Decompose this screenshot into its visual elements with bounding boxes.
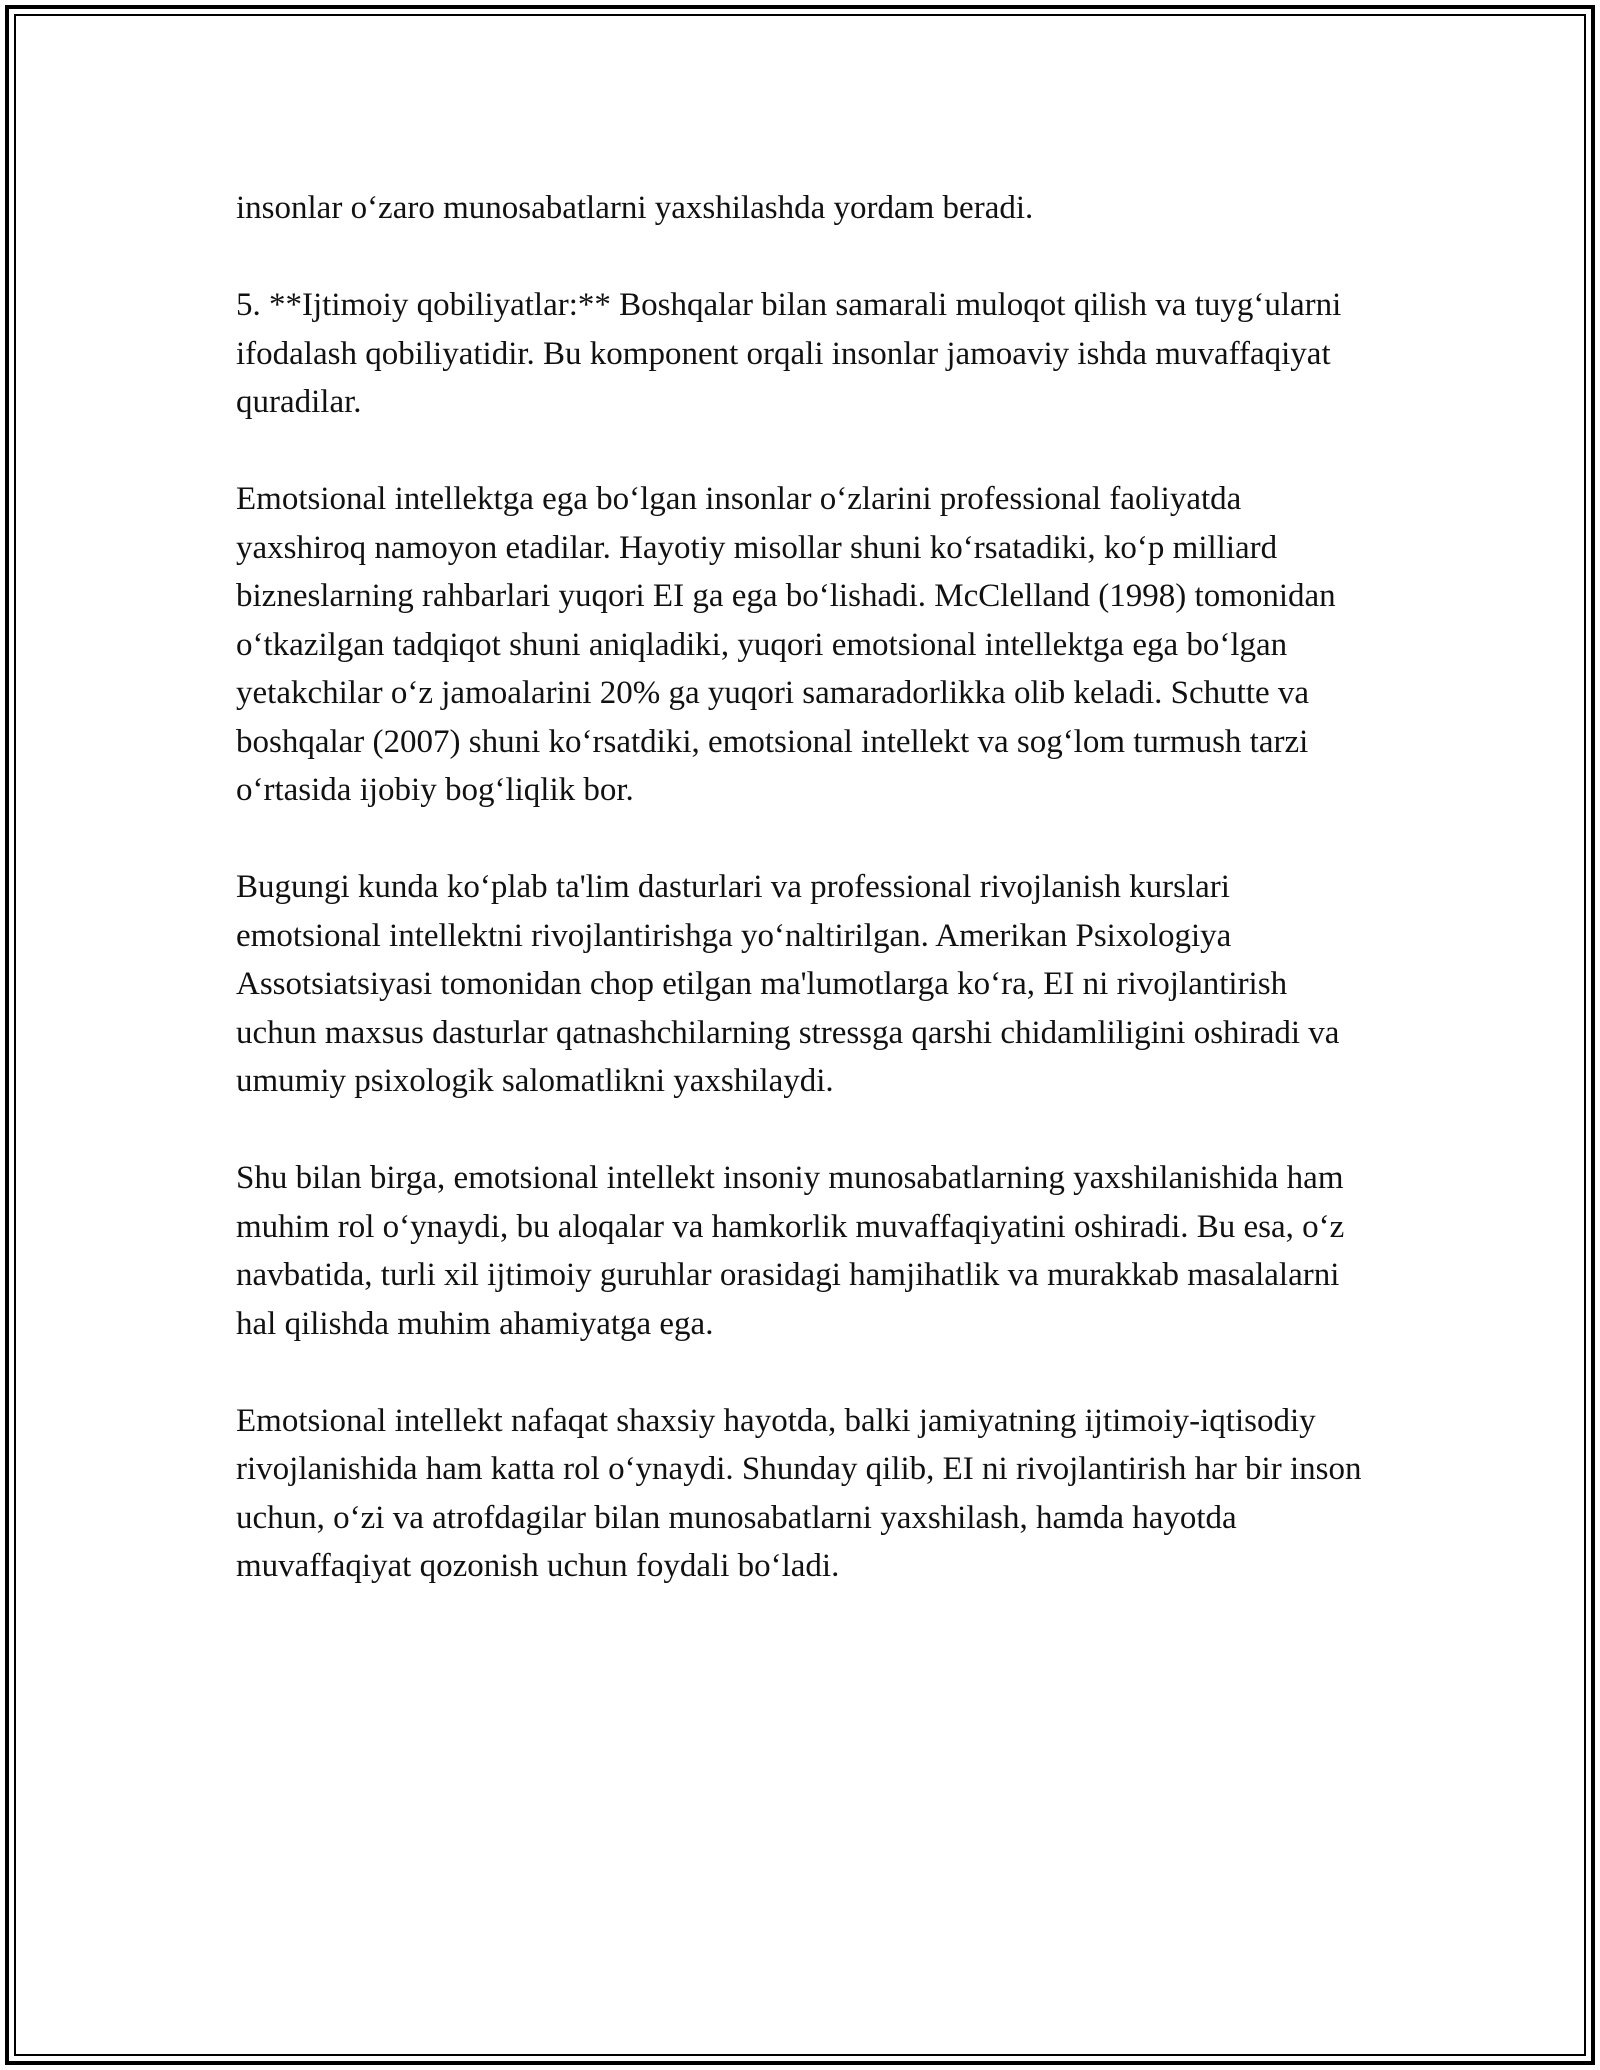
paragraph-3: Emotsional intellektga ega bo‘lgan insonlar o‘zlarini professional faoliyatda yaxshiroq namoyon etadilar. Hayotiy misollar shuni ko‘rsatadiki, ko‘p milliard bizneslarning rahbarlari yuqori EI ga ega bo‘lishadi. McClelland (1998) tomonidan o‘tkazilgan tadqiqot shuni aniqladiki, yuqori emotsional intellektga ega bo‘lgan yetakchilar o‘z jamoalarini 20% ga yuqori samaradorlikka olib keladi. Schutte va boshqalar (2007) shuni ko‘rsatdiki, emotsional intellekt va sog‘lom turmush tarzi o‘rtasida ijobiy bog‘liqlik bor. (236, 481, 1336, 808)
paragraph-2: 5. **Ijtimoiy qobiliyatlar:** Boshqalar bilan samarali muloqot qilish va tuyg‘ularni ifodalash qobiliyatidir. Bu komponent orqali insonlar jamoaviy ishda muvaffaqiyat quradilar. (236, 287, 1342, 420)
document-body (236, 184, 1366, 1639)
paragraph-4: Bugungi kunda ko‘plab ta'lim dasturlari va professional rivojlanish kurslari emotsional intellektni rivojlantirishga yo‘naltirilgan. Amerikan Psixologiya Assotsiatsiyasi tomonidan chop etilgan ma'lumotlarga ko‘ra, EI ni rivojlantirish uchun maxsus dasturlar qatnashchilarning stressga qarshi chidamliligini oshiradi va umumiy psixologik salomatlikni yaxshilaydi. (236, 869, 1340, 1099)
paragraph-6: Emotsional intellekt nafaqat shaxsiy hayotda, balki jamiyatning ijtimoiy-iqtisodiy rivojlanishida ham katta rol o‘ynaydi. Shunday qilib, EI ni rivojlantirish har bir inson uchun, o‘zi va atrofdagilar bilan munosabatlarni yaxshilash, hamda hayotda muvaffaqiyat qozonish uchun foydali bo‘ladi. (236, 1402, 1362, 1584)
paragraph-1: insonlar o‘zaro munosabatlarni yaxshilashda yordam beradi. (236, 190, 1034, 226)
paragraph-5: Shu bilan birga, emotsional intellekt insoniy munosabatlarning yaxshilanishida ham muhim rol o‘ynaydi, bu aloqalar va hamkorlik muvaffaqiyatini oshiradi. Bu esa, o‘z navbatida, turli xil ijtimoiy guruhlar orasidagi hamjihatlik va murakkab masalalarni hal qilishda muhim ahamiyatga ega. (236, 1160, 1345, 1342)
